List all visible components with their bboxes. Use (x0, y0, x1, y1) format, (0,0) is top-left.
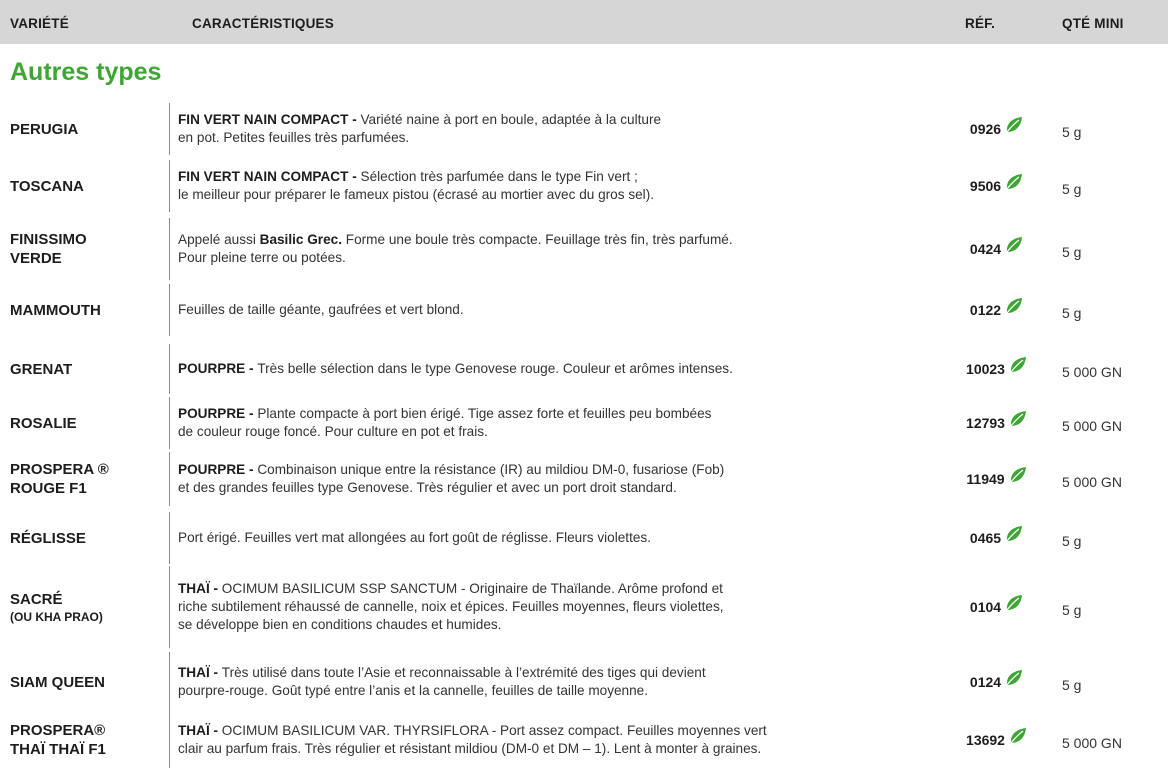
description-line (178, 479, 949, 497)
reference-number: 10023 (966, 361, 1005, 377)
variety-name (10, 397, 160, 449)
table-row (0, 284, 1168, 336)
minimum-quantity: 5 g (1062, 533, 1082, 549)
reference-number: 0465 (969, 530, 1002, 546)
reference-cell (952, 397, 1042, 449)
variety-name-line: SACRÉ (10, 590, 63, 608)
leaf-icon (1008, 409, 1028, 429)
variety-name-line: PROSPERA ® (10, 461, 109, 478)
variety-description (169, 652, 949, 712)
minimum-quantity: 5 g (1062, 181, 1082, 197)
minimum-quantity: 5 g (1062, 602, 1082, 618)
description-keyword: Basilic Grec. (259, 232, 342, 247)
reference-number: 0926 (969, 121, 1002, 137)
leaf-icon (1004, 593, 1024, 613)
table-row (0, 160, 1168, 212)
reference-number: 0124 (969, 674, 1002, 690)
reference-cell (952, 344, 1042, 394)
description-line (178, 529, 949, 547)
header-qte-mini: QTÉ MINI (1062, 16, 1124, 31)
variety-name-line: FINISSIMO (10, 231, 87, 248)
leaf-icon (1004, 172, 1024, 192)
variety-name (10, 284, 160, 336)
description-text: et des grandes feuilles type Genovese. Très régulier et avec un port droit standard. (178, 480, 677, 495)
variety-name-line: MAMMOUTH (10, 301, 101, 319)
description-text: Plante compacte à port bien érigé. Tige assez forte et feuilles peu bombées (257, 406, 712, 421)
description-line (178, 186, 949, 204)
minimum-quantity: 5 000 GN (1062, 364, 1122, 380)
reference-number: 9506 (969, 178, 1002, 194)
description-text: Port érigé. Feuilles vert mat allongées au fort goût de réglisse. Fleurs violettes. (178, 530, 651, 545)
description-line (178, 461, 949, 479)
description-text: Variété naine à port en boule, adaptée à la culture (360, 112, 662, 127)
variety-name (10, 160, 160, 212)
description-keyword: THAÏ - (178, 665, 222, 680)
leaf-icon (1008, 465, 1028, 485)
minimum-quantity: 5 000 GN (1062, 735, 1122, 751)
variety-description (169, 218, 949, 280)
description-text: Feuilles de taille géante, gaufrées et vert blond. (178, 302, 464, 317)
description-line (178, 423, 949, 441)
variety-name (10, 452, 160, 506)
leaf-icon (1004, 524, 1024, 544)
reference-cell (952, 566, 1042, 648)
description-line (178, 722, 949, 740)
description-keyword: FIN VERT NAIN COMPACT - (178, 169, 361, 184)
description-line (178, 129, 949, 147)
reference-number: 12793 (966, 415, 1005, 431)
reference-cell (952, 652, 1042, 712)
table-row (0, 652, 1168, 712)
description-text: le meilleur pour préparer le fameux pistou (écrasé au mortier avec du gros sel). (178, 187, 654, 202)
variety-name-line: PROSPERA® (10, 722, 106, 739)
description-keyword: POURPRE - (178, 406, 258, 421)
minimum-quantity: 5 000 GN (1062, 474, 1122, 490)
description-line (178, 616, 949, 634)
variety-name (10, 712, 160, 768)
minimum-quantity: 5 g (1062, 305, 1082, 321)
description-line (178, 111, 949, 129)
table-row (0, 218, 1168, 280)
description-text: Forme une boule très compacte. Feuillage très fin, très parfumé. (342, 232, 733, 247)
reference-cell (952, 712, 1042, 768)
description-text: Très belle sélection dans le type Genovese rouge. Couleur et arômes intenses. (257, 361, 733, 376)
variety-name (10, 218, 160, 280)
description-line (178, 598, 949, 616)
table-row (0, 397, 1168, 449)
variety-name (10, 512, 160, 564)
leaf-icon (1004, 115, 1024, 135)
variety-name-line: THAÏ THAÏ F1 (10, 741, 106, 758)
variety-description (169, 712, 949, 768)
description-text: Appelé aussi (178, 232, 260, 247)
minimum-quantity: 5 g (1062, 124, 1082, 140)
variety-description (169, 284, 949, 336)
minimum-quantity: 5 g (1062, 244, 1082, 260)
reference-cell (952, 452, 1042, 506)
table-row (0, 512, 1168, 564)
reference-number: 0104 (969, 599, 1002, 615)
reference-cell (952, 218, 1042, 280)
description-line (178, 301, 949, 319)
variety-name-line: ROSALIE (10, 414, 77, 432)
description-line (178, 249, 949, 267)
reference-number: 13692 (966, 732, 1005, 748)
table-row (0, 712, 1168, 768)
leaf-icon (1008, 726, 1028, 746)
variety-description (169, 344, 949, 394)
variety-name-line: VERDE (10, 250, 62, 267)
variety-name (10, 566, 160, 648)
description-line (178, 740, 949, 758)
description-keyword: THAÏ - (178, 723, 222, 738)
leaf-icon (1004, 668, 1024, 688)
header-variete: VARIÉTÉ (10, 16, 69, 31)
leaf-icon (1004, 296, 1024, 316)
description-keyword: POURPRE - (178, 462, 258, 477)
reference-number: 0424 (969, 241, 1002, 257)
description-text: de couleur rouge foncé. Pour culture en pot et frais. (178, 424, 488, 439)
description-line (178, 360, 949, 378)
reference-number: 11949 (966, 471, 1005, 487)
variety-name (10, 344, 160, 394)
description-text: OCIMUM BASILICUM SSP SANCTUM - Originaire de Thaïlande. Arôme profond et (221, 581, 723, 596)
minimum-quantity: 5 g (1062, 677, 1082, 693)
variety-name-line: (OU KHA PRAO) (10, 609, 103, 624)
table-header (0, 0, 1168, 44)
table-row (0, 452, 1168, 506)
description-line (178, 664, 949, 682)
variety-name-line: ROUGE F1 (10, 480, 87, 497)
description-line (178, 168, 949, 186)
table-row (0, 103, 1168, 155)
leaf-icon (1008, 355, 1028, 375)
header-ref: RÉF. (965, 16, 996, 31)
description-text: Port assez compact. Feuilles moyennes vert (500, 723, 767, 738)
description-line (178, 231, 949, 249)
variety-description (169, 452, 949, 506)
description-keyword: POURPRE - (178, 361, 258, 376)
description-text: en pot. Petites feuilles très parfumées. (178, 130, 410, 145)
table-row (0, 566, 1168, 648)
variety-name-line: SIAM QUEEN (10, 673, 106, 691)
description-text: se développe bien en conditions chaudes et humides. (178, 617, 502, 632)
leaf-icon (1004, 235, 1024, 255)
variety-name-line: PERUGIA (10, 120, 79, 138)
variety-description (169, 397, 949, 449)
variety-description (169, 160, 949, 212)
variety-description (169, 566, 949, 648)
description-keyword: FIN VERT NAIN COMPACT - (178, 112, 361, 127)
description-text: Pour pleine terre ou potées. (178, 250, 346, 265)
variety-name (10, 103, 160, 155)
variety-description (169, 103, 949, 155)
description-text: Sélection très parfumée dans le type Fin vert ; (360, 169, 638, 184)
description-text: clair au parfum frais. Très régulier et résistant mildiou (DM-0 et DM – 1). Lent à monter à graines. (178, 741, 762, 756)
description-text: riche subtilement réhaussé de cannelle, noix et épices. Feuilles moyennes, fleurs violettes, (178, 599, 724, 614)
reference-cell (952, 160, 1042, 212)
header-caracteristiques: CARACTÉRISTIQUES (192, 16, 334, 31)
description-keyword: THAÏ - (178, 581, 222, 596)
variety-description (169, 512, 949, 564)
variety-name (10, 652, 160, 712)
description-text: Très utilisé dans toute l’Asie et reconnaissable à l’extrémité des tiges qui devient (221, 665, 706, 680)
table-row (0, 344, 1168, 394)
reference-number: 0122 (969, 302, 1002, 318)
description-line (178, 580, 949, 598)
reference-cell (952, 103, 1042, 155)
variety-name-line: RÉGLISSE (10, 529, 86, 547)
description-text: pourpre-rouge. Goût typé entre l’anis et la cannelle, feuilles de taille moyenne. (178, 683, 649, 698)
description-text: Combinaison unique entre la résistance (IR) au mildiou DM-0, fusariose (Fob) (257, 462, 725, 477)
reference-cell (952, 512, 1042, 564)
variety-name-line: TOSCANA (10, 177, 84, 195)
description-line (178, 682, 949, 700)
variety-name-line: GRENAT (10, 360, 73, 378)
description-line (178, 405, 949, 423)
minimum-quantity: 5 000 GN (1062, 418, 1122, 434)
section-title: Autres types (10, 58, 162, 86)
reference-cell (952, 284, 1042, 336)
description-text: OCIMUM BASILICUM VAR. THYRSIFLORA - (221, 723, 501, 738)
